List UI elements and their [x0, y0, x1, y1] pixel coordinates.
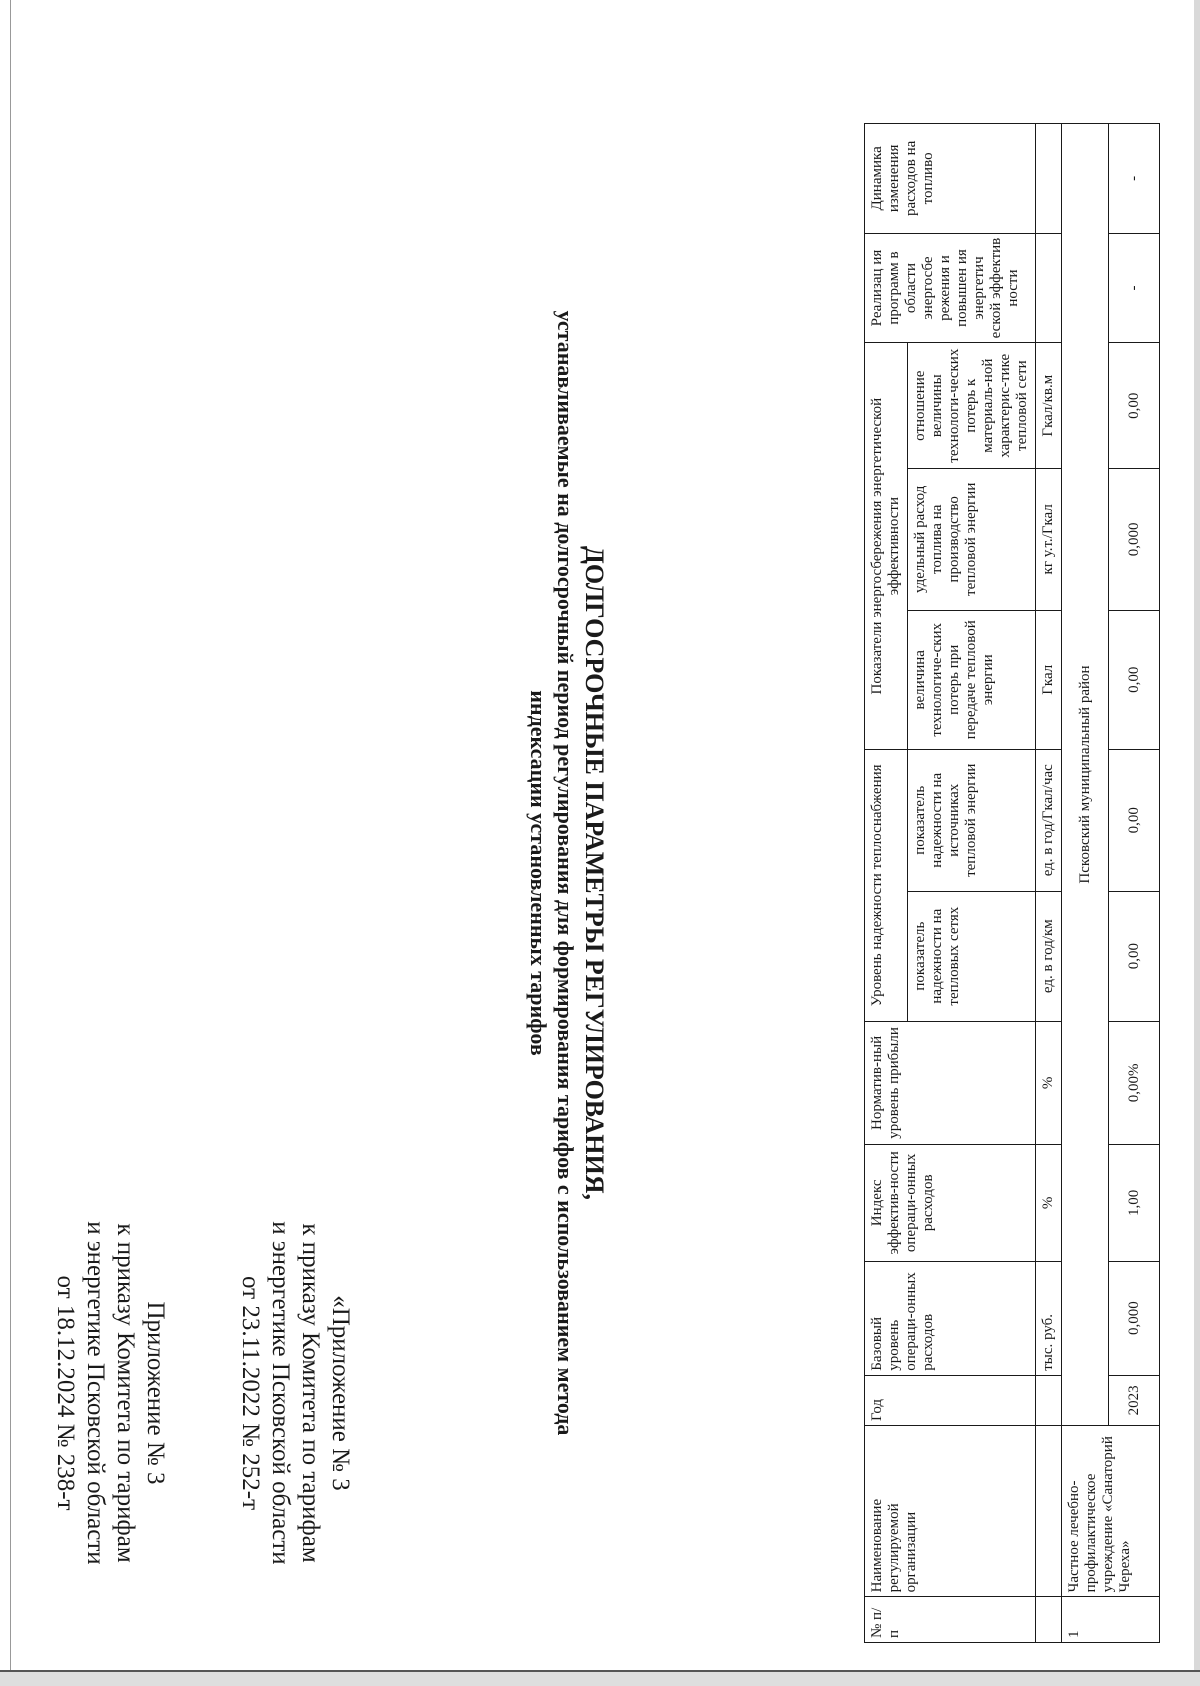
appendix-authority: и энергетике Псковской области	[267, 1221, 294, 1565]
unit-fuel-rate: кг у.т./Гкал	[1036, 469, 1062, 611]
header-fuel-rate: удельный расход топлива на производство тепловой энергии	[908, 469, 1036, 611]
units-empty	[1036, 1375, 1062, 1425]
header-programs: Реализац ия программ в области энергосбе режения и повышен ия энергетич еской эффектив ности	[865, 233, 1036, 343]
unit-normative-profit: %	[1036, 1021, 1062, 1144]
cell-efficiency-index: 1,00	[1109, 1145, 1160, 1261]
document-title	[525, 148, 610, 1598]
unit-loss-ratio: Гкал/кв.м	[1036, 343, 1062, 469]
regulation-parameters-table	[864, 123, 1160, 1643]
header-base-level: Базовый уровень операци-онных расходов	[865, 1261, 1036, 1375]
scan-edge-bottom	[0, 1670, 1200, 1686]
appendix-header-current	[50, 1143, 170, 1643]
appendix-date-number: от 18.12.2024 № 238-т	[52, 1275, 79, 1511]
header-efficiency-index: Индекс эффектив-ности операци-онных расходов	[865, 1145, 1036, 1261]
header-org: Наименование регулируемой организации	[865, 1426, 1036, 1597]
row-num: 1	[1062, 1597, 1160, 1643]
units-empty	[1036, 1597, 1062, 1643]
unit-reliability-networks: ед. в год/км	[1036, 891, 1062, 1021]
table-row	[1109, 124, 1160, 1643]
header-year: Год	[865, 1375, 1036, 1425]
appendix-date-number: от 23.11.2022 № 252-т	[237, 1275, 264, 1511]
unit-efficiency-index: %	[1036, 1145, 1062, 1261]
title-subtitle: устанавливаемые на долгосрочный период регулирования для формирования тарифов с использованием метода	[553, 310, 578, 1436]
table-units-row	[1036, 124, 1062, 1643]
row-org-name: Частное лечебно-профилактическое учреждение «Санаторий Череха»	[1062, 1426, 1160, 1597]
table-header-row	[865, 124, 908, 1643]
header-reliability-networks: показатель надежности на тепловых сетях	[908, 891, 1036, 1021]
header-loss-ratio: отношение величины технологи-ческих потерь к материаль-ной характерис-тике тепловой сети	[908, 343, 1036, 469]
header-normative-profit: Норматив-ный уровень прибыли	[865, 1021, 1036, 1144]
cell-reliability-networks: 0,00	[1109, 891, 1160, 1021]
header-fuel-dynamics: Динамика изменения расходов на топливо	[865, 124, 1036, 234]
header-energy-saving-group: Показатели энергосбережения энергетической эффективности	[865, 343, 908, 750]
cell-fuel-rate: 0,000	[1109, 469, 1160, 611]
cell-reliability-sources: 0,00	[1109, 749, 1160, 891]
header-technological-losses: величина технологиче-ских потерь при передаче тепловой энергии	[908, 610, 1036, 749]
unit-technological-losses: Гкал	[1036, 610, 1062, 749]
cell-loss-ratio: 0,00	[1109, 343, 1160, 469]
appendix-order-ref: к приказу Комитета по тарифам	[112, 1223, 139, 1563]
appendix-order-ref: к приказу Комитета по тарифам	[297, 1223, 324, 1563]
cell-technological-losses: 0,00	[1109, 610, 1160, 749]
units-empty	[1036, 1426, 1062, 1597]
header-reliability-group: Уровень надежности теплоснабжения	[865, 749, 908, 1021]
table-region-row	[1062, 124, 1109, 1643]
cell-programs: -	[1109, 233, 1160, 343]
units-empty	[1036, 233, 1062, 343]
appendix-header-previous	[235, 1143, 355, 1643]
appendix-label: «Приложение № 3	[327, 1295, 354, 1491]
cell-base-level: 0,000	[1109, 1261, 1160, 1375]
header-num: № п/п	[865, 1597, 1036, 1643]
units-empty	[1036, 124, 1062, 234]
unit-base-level: тыс. руб.	[1036, 1261, 1062, 1375]
region-name: Псковский муниципальный район	[1062, 124, 1109, 1426]
cell-fuel-dynamics: -	[1109, 124, 1160, 234]
cell-year: 2023	[1109, 1375, 1160, 1425]
appendix-label: Приложение № 3	[142, 1301, 169, 1485]
cell-normative-profit: 0,00%	[1109, 1021, 1160, 1144]
scan-border-line	[10, 0, 11, 1670]
header-reliability-sources: показатель надежности на источниках тепловой энергии	[908, 749, 1036, 891]
title-subtitle-cont: индексации установленных тарифов	[526, 690, 551, 1056]
title-main: ДОЛГОСРОЧНЫЕ ПАРАМЕТРЫ РЕГУЛИРОВАНИЯ,	[580, 545, 609, 1201]
rotated-document-page	[20, 28, 1200, 1668]
unit-reliability-sources: ед. в год/Гкал/час	[1036, 749, 1062, 891]
appendix-authority: и энергетике Псковской области	[82, 1221, 109, 1565]
